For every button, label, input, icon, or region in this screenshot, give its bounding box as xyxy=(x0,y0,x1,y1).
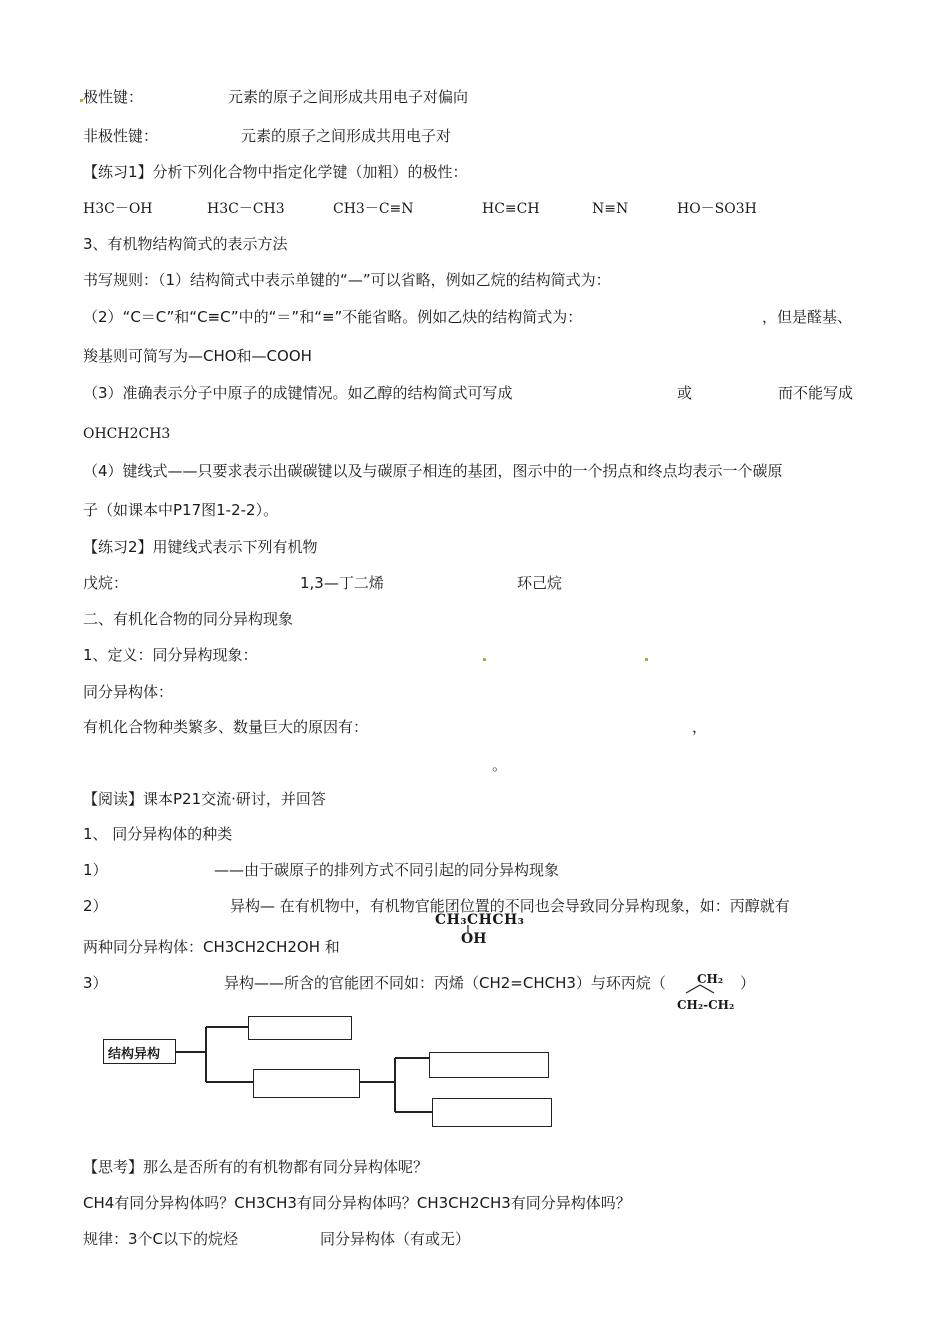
structural-isomer-box: 结构异构 xyxy=(103,1039,176,1064)
compound-4: HC≡CH xyxy=(482,201,540,217)
section-two-heading: 二、有机化合物的同分异构现象 xyxy=(83,610,294,628)
rule-answer-hint: 同分异构体（有或无） xyxy=(320,1230,471,1248)
thinking-heading: 【思考】那么是否所有的有机物都有同分异构体呢？ xyxy=(83,1158,429,1176)
cyclopropane-bottom: CH₂-CH₂ xyxy=(677,998,735,1012)
rule-2-line2: 羧基则可简写为—CHO和—COOH xyxy=(83,347,312,365)
reasons-comma: ， xyxy=(692,718,708,736)
cyclohexane-label: 环己烷 xyxy=(517,574,563,592)
definition-isomerism: 1、定义：同分异构现象： xyxy=(83,646,258,664)
type-1-number: 1） xyxy=(83,861,108,879)
rule-4-line2: 子（如课本中P17图1-2-2）。 xyxy=(83,501,279,519)
reasons-period: 。 xyxy=(492,756,508,774)
tree-blank-box-3 xyxy=(429,1052,549,1078)
rule-3-cannot: 而不能写成 xyxy=(778,384,854,402)
nonpolar-bond-label: 非极性键： xyxy=(83,127,159,145)
propanol-formula-oh: OH xyxy=(461,931,487,947)
type-2-number: 2） xyxy=(83,897,108,915)
type-3-number: 3） xyxy=(83,974,108,992)
propanol-formula-top: CH₃CHCH₃ xyxy=(435,912,525,928)
rule-3-or: 或 xyxy=(677,384,693,402)
cyclopropane-top: CH₂ xyxy=(697,972,724,986)
type-2-desc: 异构— 在有机物中，有机物官能团位置的不同也会导致同分异构现象，如：丙醇就有 xyxy=(230,897,790,915)
compound-2: H3C－CH3 xyxy=(207,201,285,217)
definition-isomer: 同分异构体： xyxy=(83,683,174,701)
tree-blank-box-1 xyxy=(248,1016,352,1040)
reading-heading: 【阅读】课本P21交流·研讨，并回答 xyxy=(83,790,326,808)
exercise-1-heading: 【练习1】分析下列化合物中指定化学键（加粗）的极性： xyxy=(83,163,468,181)
rule-2-cont: ，但是醛基、 xyxy=(762,308,853,326)
exercise-2-heading: 【练习2】用键线式表示下列有机物 xyxy=(83,538,318,556)
rule-1: 书写规则：（1）结构简式中表示单键的“—”可以省略，例如乙烷的结构简式为： xyxy=(83,271,611,289)
compound-1: H3C－OH xyxy=(83,201,153,217)
rule-3-formula: OHCH2CH3 xyxy=(83,426,171,442)
thinking-questions: CH4有同分异构体吗？CH3CH3有同分异构体吗？CH3CH2CH3有同分异构体吗？ xyxy=(83,1194,631,1212)
rule-label: 规律：3个C以下的烷烃 xyxy=(83,1230,239,1248)
rule-4: （4）键线式——只要求表示出碳碳键以及与碳原子相连的基团，图示中的一个拐点和终点均表示一个碳原 xyxy=(83,462,783,480)
tree-blank-box-4 xyxy=(432,1098,552,1127)
type-3-desc: 异构——所含的官能团不同如：丙烯（CH2=CHCH3）与环丙烷（ xyxy=(224,974,666,992)
type-3-close: ） xyxy=(740,974,756,992)
tree-blank-box-2 xyxy=(253,1069,360,1098)
isomer-types-heading: 1、 同分异构体的种类 xyxy=(83,825,233,843)
nonpolar-bond-definition: 元素的原子之间形成共用电子对 xyxy=(241,127,452,145)
polar-bond-definition: 元素的原子之间形成共用电子对偏向 xyxy=(228,88,469,106)
butadiene-label: 1,3—丁二烯 xyxy=(300,574,384,592)
compound-6: HO－SO3H xyxy=(677,201,757,217)
reasons-line: 有机化合物种类繁多、数量巨大的原因有： xyxy=(83,718,369,736)
compound-5: N≡N xyxy=(592,201,629,217)
section-3-heading: 3、有机物结构简式的表示方法 xyxy=(83,235,288,253)
rule-2: （2）“C＝C”和“C≡C”中的“＝”和“≡”不能省略。例如乙炔的结构简式为： xyxy=(83,308,583,326)
type-1-desc: ——由于碳原子的排列方式不同引起的同分异构现象 xyxy=(214,861,560,879)
polar-bond-label: 极性键： xyxy=(83,88,144,106)
pentane-label: 戊烷： xyxy=(83,574,129,592)
compound-3: CH3－C≡N xyxy=(333,201,414,217)
rule-3: （3）准确表示分子中原子的成键情况。如乙醇的结构简式可写成 xyxy=(83,384,513,402)
type-2-example: 两种同分异构体：CH3CH2CH2OH 和 xyxy=(83,938,340,956)
